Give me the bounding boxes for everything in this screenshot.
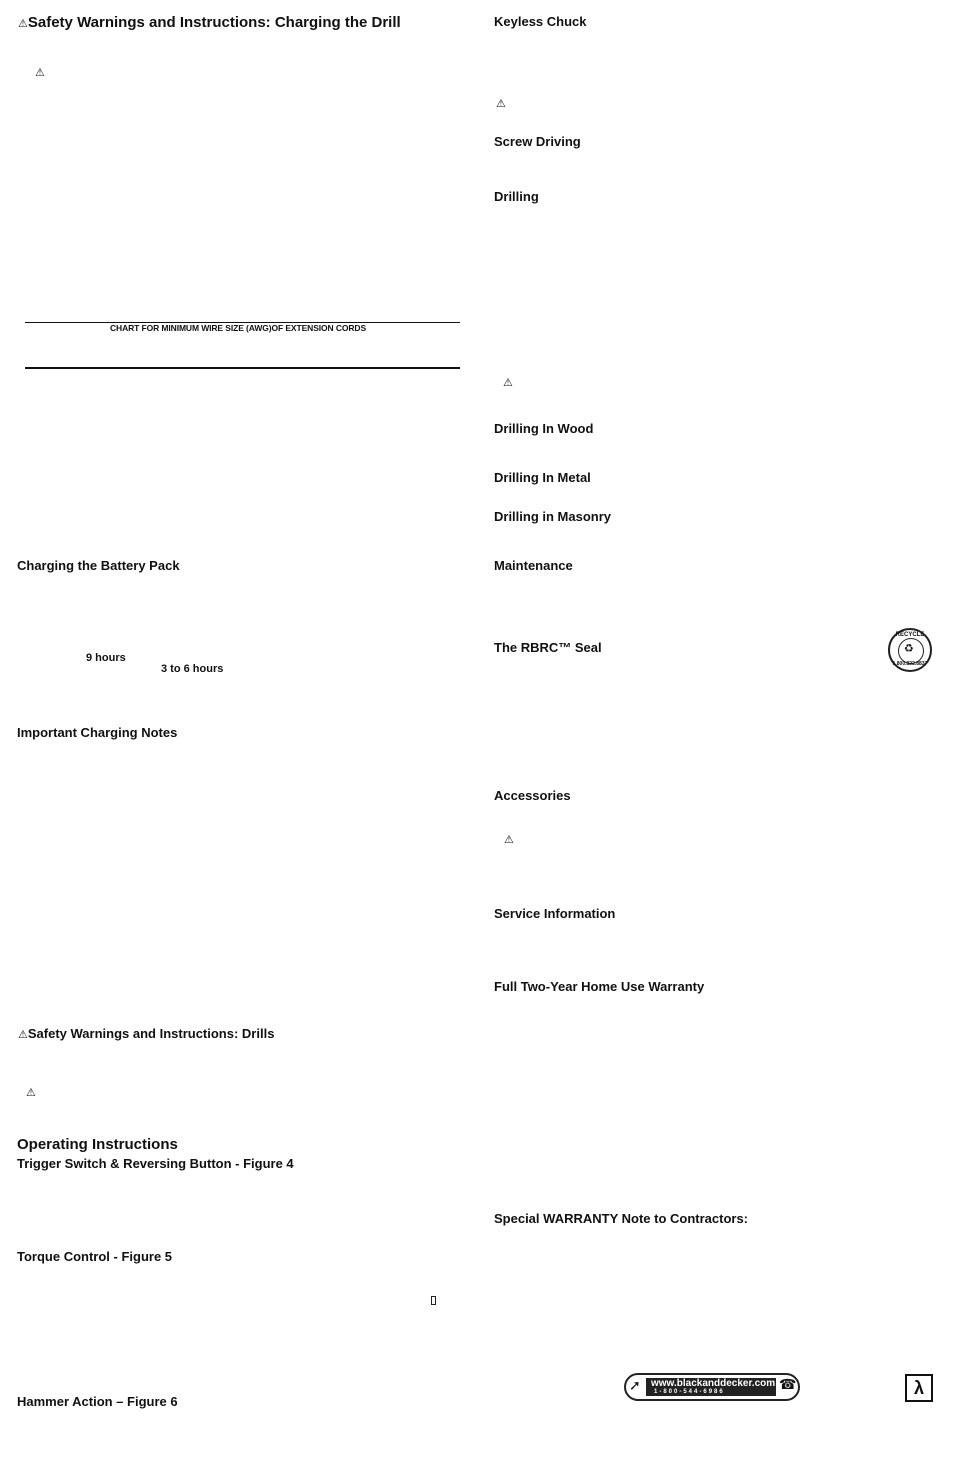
web-phone: 1-800-544-6986 — [654, 1389, 725, 1395]
heading-hammer-action: Hammer Action – Figure 6 — [17, 1394, 178, 1409]
heading-accessories: Accessories — [494, 788, 571, 803]
heading-keyless-chuck: Keyless Chuck — [494, 14, 587, 29]
blackanddecker-web-logo — [624, 1373, 800, 1401]
charge-time-9-hours: 9 hours — [86, 652, 126, 664]
heading-drilling-metal: Drilling In Metal — [494, 470, 591, 485]
heading-torque-control: Torque Control - Figure 5 — [17, 1249, 173, 1264]
chart-title: CHART FOR MINIMUM WIRE SIZE (AWG)OF EXTENSION CORDS — [110, 323, 367, 333]
warning-icon: ⚠ — [503, 377, 513, 389]
heading-drilling-wood: Drilling In Wood — [494, 421, 594, 436]
heading-drills-safety-label: Safety Warnings and Instructions: Drills — [27, 1026, 275, 1041]
warning-icon: ⚠ — [18, 1029, 28, 1041]
warning-icon: ⚠ — [504, 834, 514, 846]
web-logo-band — [646, 1378, 776, 1396]
heading-charging-battery: Charging the Battery Pack — [17, 558, 180, 573]
heading-drills-safety — [18, 1026, 274, 1041]
web-url: www.blackanddecker.com — [651, 1378, 776, 1389]
warning-icon: ⚠ — [18, 18, 28, 30]
heading-charging-notes: Important Charging Notes — [17, 725, 178, 740]
charge-time-3-to-6-hours: 3 to 6 hours — [161, 663, 224, 675]
warning-icon: ⚠ — [26, 1087, 36, 1099]
seal-bottom-text: 1.800.822.8837 — [892, 661, 928, 667]
page-title: Safety Warnings and Instructions: Charging the Drill — [27, 14, 401, 31]
missing-glyph-box — [431, 1296, 436, 1305]
yellow-pages-walking-fingers-icon: λ — [905, 1374, 933, 1402]
phone-icon: ☎ — [779, 1376, 797, 1392]
battery-icon: ♻ — [904, 643, 914, 655]
heading-service-information: Service Information — [494, 906, 616, 921]
heading-operating-instructions: Operating Instructions — [17, 1136, 178, 1153]
heading-screw-driving: Screw Driving — [494, 134, 581, 149]
warning-icon: ⚠ — [35, 67, 45, 79]
heading-rbrc-seal: The RBRC™ Seal — [494, 640, 602, 655]
arrow-icon: ➚ — [629, 1377, 641, 1393]
heading-contractor-warranty-note: Special WARRANTY Note to Contractors: — [494, 1211, 749, 1226]
chart-bottom-rule — [25, 367, 460, 369]
heading-warranty: Full Two-Year Home Use Warranty — [494, 979, 705, 994]
rbrc-recycle-seal-logo — [888, 628, 932, 672]
title-block — [18, 14, 401, 31]
heading-drilling-masonry: Drilling in Masonry — [494, 509, 612, 524]
heading-maintenance: Maintenance — [494, 558, 573, 573]
heading-trigger-switch: Trigger Switch & Reversing Button - Figure 4 — [17, 1156, 294, 1171]
seal-top-text: RECYCLE — [895, 632, 925, 638]
heading-drilling: Drilling — [494, 189, 539, 204]
warning-icon: ⚠ — [496, 98, 506, 110]
